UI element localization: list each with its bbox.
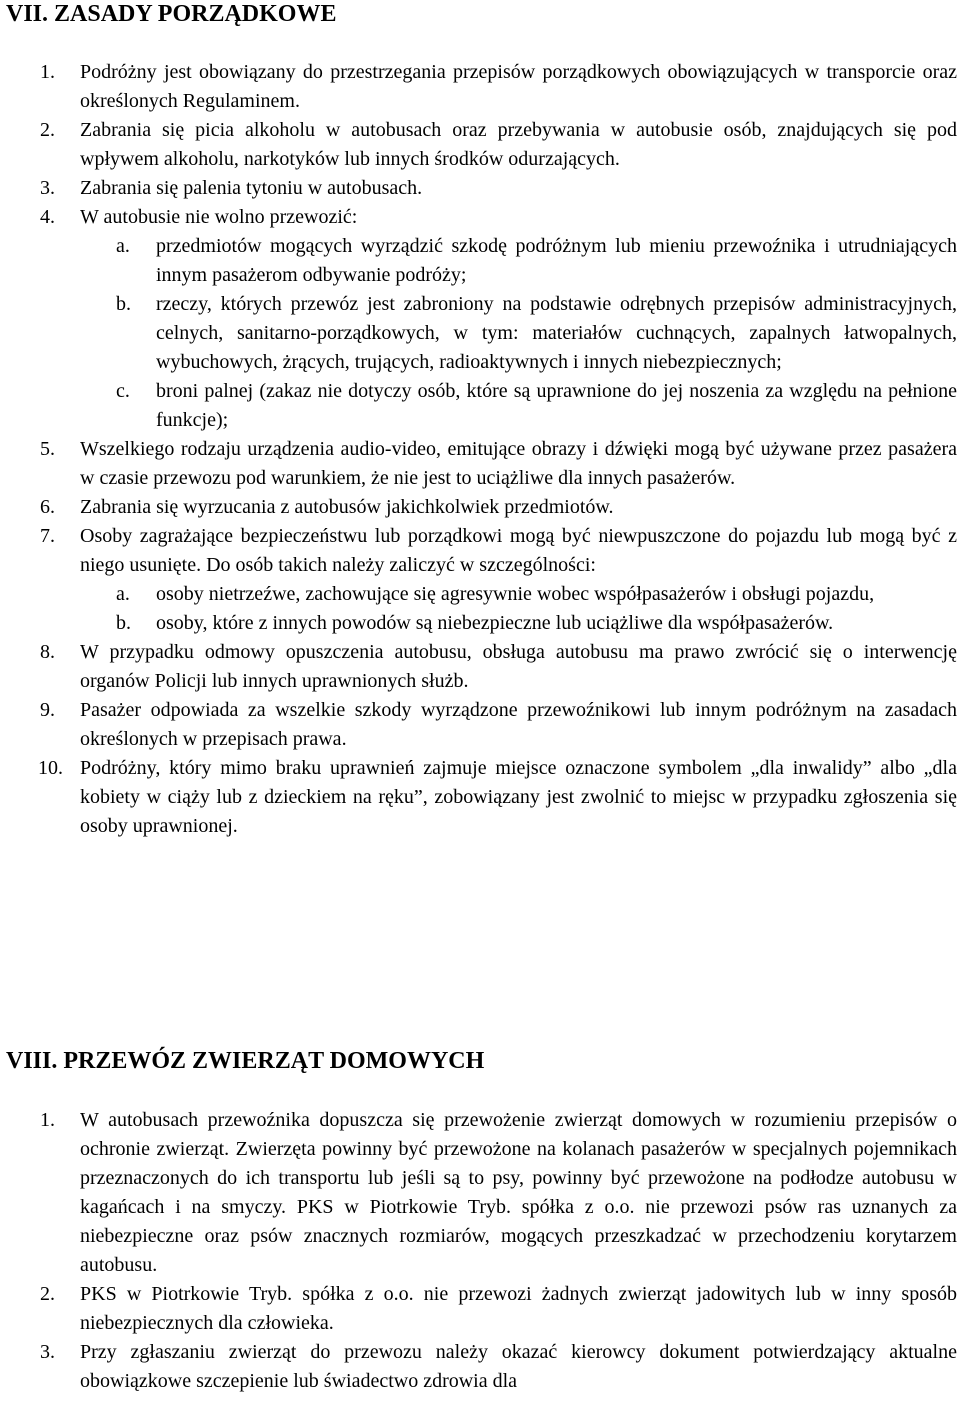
item-text: Zabrania się picia alkoholu w autobusach oraz przebywania w autobusie osób, znajdujących się pod wpływem alkoholu, narkotyków lub innych środków odurzających. — [80, 119, 957, 170]
item-text: W przypadku odmowy opuszczenia autobusu, obsługa autobusu ma prawo zwrócić się o interwencję organów Policji lub innych uprawnionych służb. — [80, 641, 957, 692]
sublist-text: rzeczy, których przewóz jest zabroniony na podstawie odrębnych przepisów administracyjnych, celnych, sanitarno-porządkowych, w tym: materiałów cuchnących, zapalnych łatwopalnych, wybuchowych, żrących, trujących, radioaktywnych i innych niebezpiecznych; — [156, 293, 957, 373]
rules-list — [0, 58, 957, 841]
sublist-letter: a. — [116, 235, 130, 257]
section-title: VII. ZASADY PORZĄDKOWE — [6, 1, 337, 27]
item-number: 8. — [40, 641, 55, 663]
item-number: 3. — [40, 177, 55, 199]
item-number: 2. — [40, 119, 55, 141]
item-text: PKS w Piotrkowie Tryb. spółka z o.o. nie przewozi żadnych zwierząt jadowitych lub w inny sposób niebezpiecznych dla człowieka. — [80, 1283, 957, 1334]
list-item — [0, 638, 957, 696]
sublist-text: osoby nietrzeźwe, zachowujące się agresywnie wobec współpasażerów i obsługi pojazdu, — [156, 583, 875, 605]
item-number: 7. — [40, 525, 55, 547]
sublist-container — [0, 232, 957, 435]
sublist — [80, 580, 957, 638]
sublist-letter: a. — [116, 583, 130, 605]
item-number: 10. — [38, 757, 63, 779]
item-number: 1. — [40, 1109, 55, 1131]
item-number: 3. — [40, 1341, 55, 1363]
sublist-text: broni palnej (zakaz nie dotyczy osób, które są uprawnione do jej noszenia za względu na pełnione funkcje); — [156, 380, 957, 431]
rules-list — [0, 1106, 957, 1396]
sublist-letter: b. — [116, 612, 131, 634]
sublist-letter: c. — [116, 380, 130, 402]
item-number: 9. — [40, 699, 55, 721]
list-item — [0, 1338, 957, 1396]
sublist-container — [0, 580, 957, 638]
item-text: W autobusie nie wolno przewozić: — [80, 206, 358, 228]
item-text: Podróżny, który mimo braku uprawnień zajmuje miejsce oznaczone symbolem „dla inwalidy” albo „dla kobiety w ciąży lub z dzieckiem na ręku”, zobowiązany jest zwolnić to miejsc w przypadku zgłoszenia się osoby uprawnionej. — [80, 757, 957, 837]
list-item — [0, 493, 957, 522]
item-text: Przy zgłaszaniu zwierząt do przewozu należy okazać kierowcy dokument potwierdzający aktualne obowiązkowe szczepienie lub świadectwo zdrowia dla — [80, 1341, 957, 1392]
sublist — [80, 232, 957, 435]
list-item — [0, 754, 957, 841]
sublist-item — [80, 609, 957, 638]
section-title: VIII. PRZEWÓZ ZWIERZĄT DOMOWYCH — [6, 1048, 485, 1074]
sublist-item — [80, 377, 957, 435]
sublist-text: osoby, które z innych powodów są niebezpieczne lub uciążliwe dla współpasażerów. — [156, 612, 834, 634]
list-item — [0, 116, 957, 174]
item-text: Pasażer odpowiada za wszelkie szkody wyrządzone przewoźnikowi lub innym podróżnym na zasadach określonych w przepisach prawa. — [80, 699, 957, 750]
item-number: 1. — [40, 61, 55, 83]
item-text: Osoby zagrażające bezpieczeństwu lub porządkowi mogą być niewpuszczone do pojazdu lub mogą być z niego usunięte. Do osób takich należy zaliczyć w szczególności: — [80, 525, 957, 576]
item-text: Wszelkiego rodzaju urządzenia audio-video, emitujące obrazy i dźwięki mogą być używane przez pasażera w czasie przewozu pod warunkiem, że nie jest to uciążliwe dla innych pasażerów. — [80, 438, 957, 489]
item-number: 2. — [40, 1283, 55, 1305]
sublist-text: przedmiotów mogących wyrządzić szkodę podróżnym lub mieniu przewoźnika i utrudniających innym pasażerom odbywanie podróży; — [156, 235, 957, 286]
list-item — [0, 174, 957, 203]
list-item — [0, 58, 957, 116]
list-item — [0, 696, 957, 754]
item-number: 5. — [40, 438, 55, 460]
sublist-item — [80, 290, 957, 377]
item-text: Podróżny jest obowiązany do przestrzegania przepisów porządkowych obowiązujących w transporcie oraz określonych Regulaminem. — [80, 61, 957, 112]
item-number: 4. — [40, 206, 55, 228]
item-text: W autobusach przewoźnika dopuszcza się przewożenie zwierząt domowych w rozumieniu przepisów o ochronie zwierząt. Zwierzęta powinny być przewożone na kolanach pasażerów w specjalnych pojemnikach przeznaczonych do ich transportu lub jeśli są to psy, powinny być przewożone na podłodze autobusu w kagańcach i na smyczy. PKS w Piotrkowie Tryb. spółka z o.o. nie przewozi psów ras uznanych za niebezpieczne oraz psów znacznych rozmiarów, mogących przeszkadzać w przechodzeniu korytarzem autobusu. — [80, 1109, 957, 1276]
list-item — [0, 522, 957, 580]
list-item — [0, 203, 957, 232]
item-number: 6. — [40, 496, 55, 518]
item-text: Zabrania się palenia tytoniu w autobusach. — [80, 177, 423, 199]
list-item — [0, 1280, 957, 1338]
item-text: Zabrania się wyrzucania z autobusów jakichkolwiek przedmiotów. — [80, 496, 614, 518]
sublist-item — [80, 232, 957, 290]
sublist-letter: b. — [116, 293, 131, 315]
list-item — [0, 435, 957, 493]
sublist-item — [80, 580, 957, 609]
list-item — [0, 1106, 957, 1280]
